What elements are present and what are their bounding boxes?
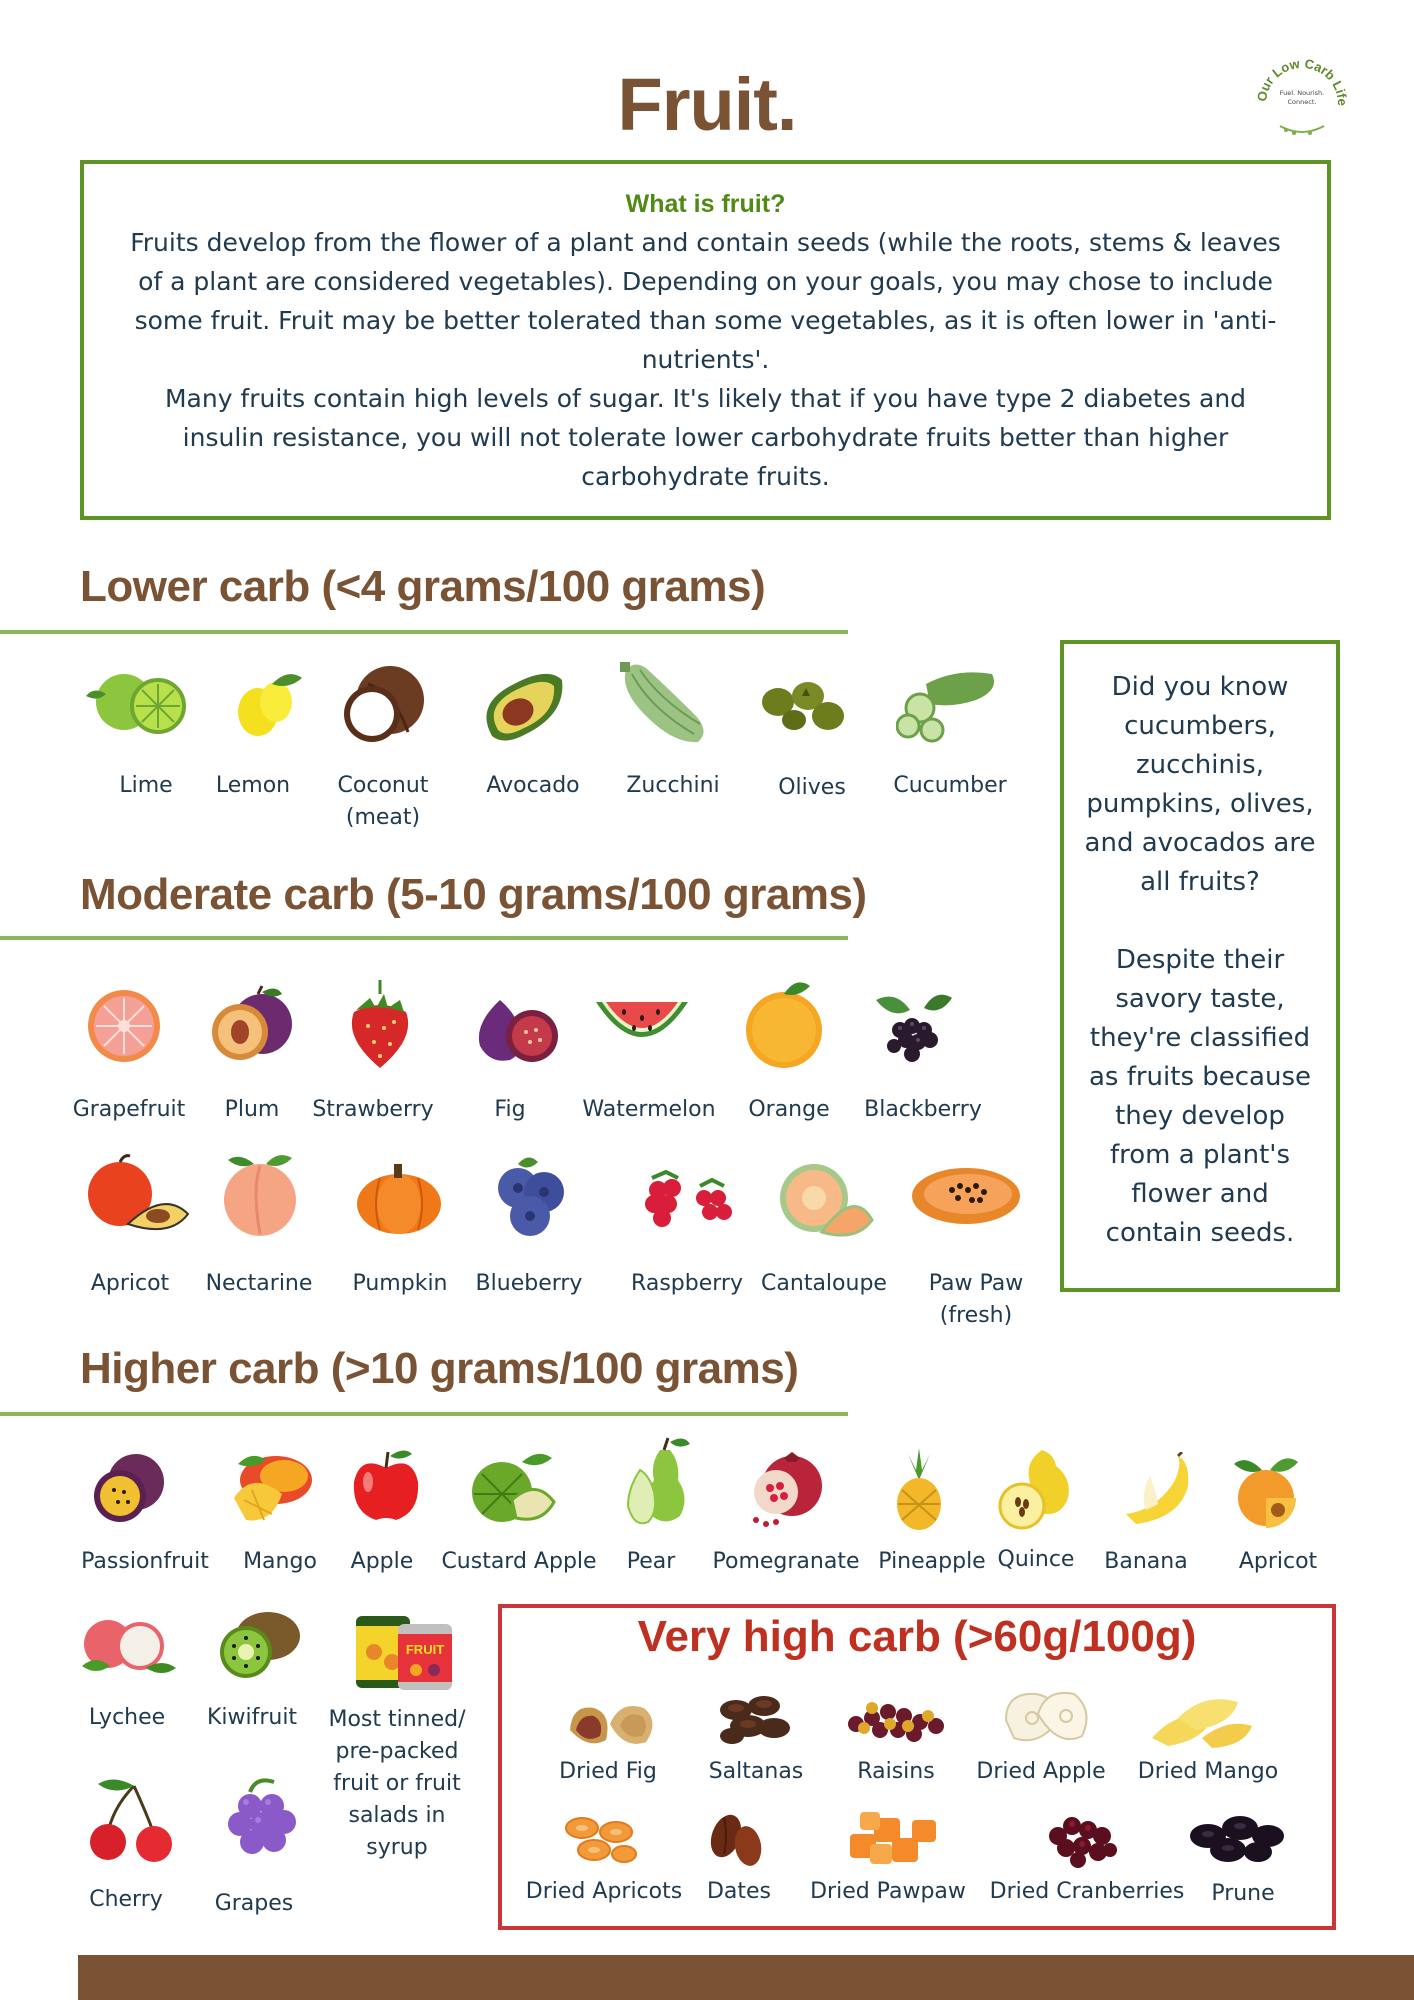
- dried-fruit-label: Prune: [1211, 1881, 1275, 1906]
- fruit-label: Coconut (meat): [337, 773, 429, 830]
- svg-text:Fuel. Nourish.: Fuel. Nourish.: [1279, 89, 1325, 97]
- fruit-label: Watermelon: [582, 1097, 716, 1122]
- zucchini-icon: [616, 660, 712, 750]
- dried-mango-icon: [1148, 1688, 1254, 1750]
- apricot-icon: [1226, 1450, 1310, 1532]
- lychee-icon: [76, 1610, 180, 1680]
- grapes-icon: [220, 1776, 304, 1864]
- olives-icon: [756, 676, 852, 736]
- fruit-label: Lychee: [88, 1705, 166, 1730]
- prune-icon: [1184, 1810, 1288, 1866]
- lime-icon: [84, 660, 194, 740]
- kiwifruit-icon: [208, 1606, 304, 1682]
- apricot-icon: [80, 1154, 190, 1236]
- dried-fruit-label: Dried Cranberries: [989, 1879, 1185, 1904]
- section-title-higher: Higher carb (>10 grams/100 grams): [80, 1344, 799, 1393]
- fruit-label: Cherry: [89, 1887, 163, 1912]
- nectarine-icon: [218, 1150, 302, 1238]
- fruit-label: Raspberry: [631, 1271, 743, 1296]
- fruit-label: Quince: [997, 1547, 1075, 1572]
- pumpkin-icon: [354, 1158, 444, 1238]
- fruit-label: Strawberry: [312, 1097, 434, 1122]
- lemon-icon: [228, 664, 308, 744]
- fruit-label: Olives: [778, 775, 846, 800]
- fruit-label: Banana: [1104, 1549, 1188, 1574]
- plum-icon: [206, 984, 296, 1064]
- fruit-label: Apricot: [1238, 1549, 1318, 1574]
- blueberry-icon: [488, 1152, 574, 1240]
- fruit-label: Nectarine: [205, 1271, 313, 1296]
- section-title-lower: Lower carb (<4 grams/100 grams): [80, 562, 766, 611]
- section-title-very-high: Very high carb (>60g/100g): [637, 1612, 1197, 1661]
- watermelon-icon: [592, 992, 692, 1062]
- svg-text:Connect.: Connect.: [1287, 98, 1317, 106]
- fruit-label: Cucumber: [893, 773, 1007, 798]
- dried-fruit-label: Dried Apple: [976, 1759, 1106, 1784]
- fig-icon: [470, 990, 566, 1068]
- fruit-label: Most tinned/ pre-packed fruit or fruit salads in syrup: [328, 1707, 466, 1860]
- coconut-icon: [338, 662, 428, 746]
- pear-icon: [614, 1436, 694, 1530]
- intro-paragraph-2: Many fruits contain high levels of sugar. It's likely that if you have type 2 diabetes and insulin resistance, you will not tolerate lower carbohydrate fruits better than higher carbohydrate fruits.: [164, 384, 1247, 491]
- apple-icon: [346, 1446, 426, 1526]
- section-divider: [0, 936, 848, 940]
- dried-cranberries-icon: [1040, 1806, 1124, 1872]
- passionfruit-icon: [86, 1446, 170, 1526]
- fruit-label: Paw Paw (fresh): [928, 1271, 1024, 1328]
- cucumber-icon: [896, 664, 1006, 744]
- section-divider: [0, 1412, 848, 1416]
- fruit-label: Pear: [626, 1549, 676, 1574]
- avocado-icon: [478, 664, 568, 746]
- custard-apple-icon: [462, 1444, 558, 1528]
- fruit-label: Blueberry: [475, 1271, 583, 1296]
- dried-fruit-label: Raisins: [857, 1759, 935, 1784]
- fruit-label: Pineapple: [878, 1549, 986, 1574]
- dried-fruit-label: Dried Pawpaw: [810, 1879, 966, 1904]
- mango-icon: [222, 1450, 318, 1526]
- dried-fig-icon: [560, 1690, 664, 1752]
- blackberry-icon: [866, 980, 962, 1070]
- fruit-label: Mango: [243, 1549, 317, 1574]
- pineapple-icon: [884, 1446, 954, 1532]
- dates-icon: [702, 1808, 772, 1872]
- dried-fruit-label: Dried Fig: [559, 1759, 657, 1784]
- page-title: Fruit.: [617, 63, 797, 146]
- fruit-label: Grapefruit: [72, 1097, 186, 1122]
- sultanas-icon: [712, 1688, 796, 1750]
- fruit-label: Cantaloupe: [761, 1271, 887, 1296]
- fruit-label: Kiwifruit: [206, 1705, 298, 1730]
- raspberry-icon: [634, 1164, 738, 1234]
- fruit-label: Zucchini: [626, 773, 720, 798]
- pomegranate-icon: [740, 1452, 836, 1532]
- intro-paragraph-1: Fruits develop from the flower of a plant and contain seeds (while the roots, stems & leaves of a plant are considered vegetables). Depending on your goals, you may chose to include some fruit. Fruit may be better tolerated than some vegetables, as it is often lower in 'anti-nutrients'.: [130, 228, 1281, 374]
- fruit-label: Grapes: [214, 1891, 294, 1916]
- dried-fruit-label: Dried Apricots: [525, 1879, 683, 1904]
- fruit-label: Blackberry: [864, 1097, 982, 1122]
- cantaloupe-icon: [774, 1158, 874, 1238]
- intro-box: [80, 160, 1331, 520]
- fruit-label: Passionfruit: [81, 1549, 209, 1574]
- raisins-icon: [842, 1690, 954, 1750]
- dried-fruit-label: Dates: [706, 1879, 772, 1904]
- svg-text:Our Low Carb Life Clinic: Our Low Carb Life: [1253, 55, 1351, 107]
- dried-pawpaw-icon: [840, 1804, 944, 1874]
- fruit-label: Custard Apple: [441, 1549, 597, 1574]
- fruit-label: Avocado: [486, 773, 580, 798]
- dried-fruit-label: Dried Mango: [1137, 1759, 1279, 1784]
- quince-icon: [994, 1442, 1074, 1532]
- section-title-moderate: Moderate carb (5-10 grams/100 grams): [80, 870, 867, 919]
- fruit-label: Fig: [494, 1097, 526, 1122]
- dried-fruit-label: Saltanas: [708, 1759, 804, 1784]
- fruit-label: Apricot: [90, 1271, 170, 1296]
- tin-label-text: FRUIT: [405, 1642, 445, 1657]
- fruit-label: Plum: [224, 1097, 280, 1122]
- dried-apricots-icon: [562, 1812, 642, 1868]
- fact-paragraph-2: Despite their savory taste, they're classified as fruits because they develop from a plant's flower and contain seeds.: [1088, 945, 1312, 1248]
- fruit-label: Lemon: [215, 773, 291, 798]
- papaya-icon: [908, 1160, 1022, 1232]
- clinic-logo: [1252, 46, 1352, 146]
- fruit-label: Pomegranate: [712, 1549, 860, 1574]
- orange-icon: [740, 978, 830, 1070]
- cherry-icon: [84, 1776, 180, 1864]
- section-divider: [0, 630, 848, 634]
- did-you-know-box: [1060, 640, 1340, 1292]
- grapefruit-icon: [80, 984, 166, 1064]
- fact-paragraph-1: Did you know cucumbers, zucchinis, pumpkins, olives, and avocados are all fruits?: [1084, 672, 1316, 897]
- banana-icon: [1116, 1452, 1196, 1528]
- fruit-label: Pumpkin: [352, 1271, 448, 1296]
- fruit-label: Orange: [748, 1097, 830, 1122]
- footer-bar: [78, 1955, 1414, 2000]
- intro-heading: What is fruit?: [625, 190, 786, 218]
- strawberry-icon: [340, 978, 420, 1074]
- fruit-label: Apple: [350, 1549, 414, 1574]
- dried-apple-icon: [996, 1684, 1096, 1752]
- fruit-label: Lime: [119, 773, 173, 798]
- tinned-fruit-icon: [352, 1612, 456, 1694]
